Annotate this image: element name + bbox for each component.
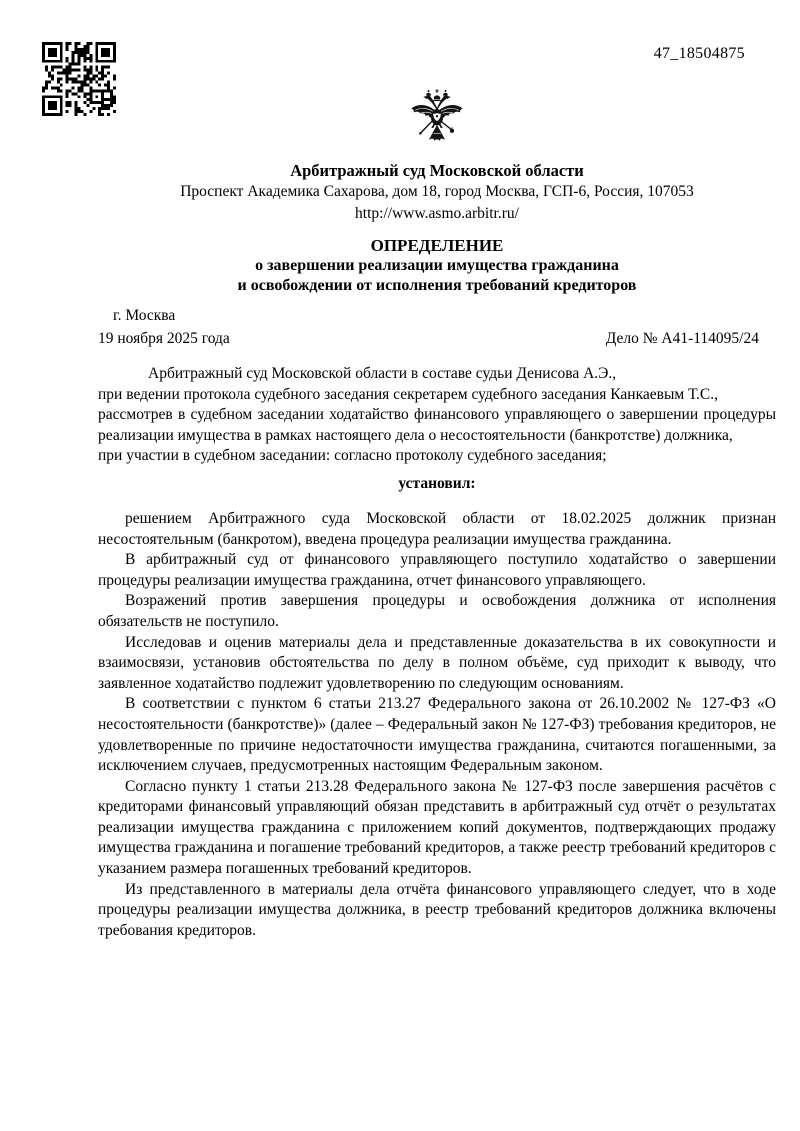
case-review-line: рассмотрев в судебном заседании ходатайство финансового управляющего о завершении процедуры реализации имущества в рамках настоящего дела о несостоятельности (банкротстве) должника, <box>98 406 776 444</box>
participants-line: при участии в судебном заседании: согласно протоколу судебного заседания; <box>98 447 607 465</box>
court-address: Проспект Академика Сахарова, дом 18, город Москва, ГСП-6, Россия, 107053 <box>180 183 694 200</box>
document-content <box>98 0 776 941</box>
ruling-paragraph: Исследовав и оценив материалы дела и представленные доказательства в их совокупности и взаимосвязи, установив обстоятельства по делу в полном объёме, суд приходит к выводу, что заявленное ходатайство подлежит удовлетворению по следующим основаниям. <box>98 633 776 692</box>
coat-of-arms-icon <box>408 88 466 158</box>
city: г. Москва <box>113 307 176 324</box>
ruling-paragraph: Из представленного в материалы дела отчёта финансового управляющего следует, что в ходе процедуры реализации имущества должника, в реестр требований кредиторов должника включены требования кредиторов. <box>98 880 776 939</box>
judge-line: Арбитражный суд Московской области в составе судьи Денисова А.Э., <box>148 365 617 382</box>
case-number: Дело № А41-114095/24 <box>605 330 759 347</box>
ruling-body <box>98 509 776 941</box>
court-website: http://www.asmo.arbitr.ru/ <box>355 205 519 222</box>
ruling-heading: установил: <box>398 474 476 492</box>
order-subtitle-2: и освобождении от исполнения требований кредиторов <box>237 277 637 294</box>
court-name: Арбитражный суд Московской области <box>290 161 584 180</box>
ruling-paragraph: В арбитражный суд от финансового управляющего поступило ходатайство о завершении процедуры реализации имущества гражданина, отчет финансового управляющего. <box>98 551 776 589</box>
order-title: ОПРЕДЕЛЕНИЕ <box>370 236 504 255</box>
ruling-paragraph: В соответствии с пунктом 6 статьи 213.27 Федерального закона от 26.10.2002 № 127-ФЗ «О несостоятельности (банкротстве)» (далее – Федеральный закон № 127-ФЗ) требования кредиторов, не удовлетворенные по причине недостаточности имущества гражданина, считаются погашенными, за исключением случаев, предусмотренных настоящим Федеральным законом. <box>98 695 776 775</box>
ruling-paragraph: Согласно пункту 1 статьи 213.28 Федерального закона № 127-ФЗ после завершения расчётов с кредиторами финансовый управляющий обязан представить в арбитражный суд отчёт о результатах реализации имущества гражданина с приложением копий документов, подтверждающих продажу имущества гражданина и погашение требований кредиторов, а также реестр требований кредиторов с указанием размера погашенных требований кредиторов. <box>98 777 776 878</box>
date-row <box>98 328 776 349</box>
clerk-line: при ведении протокола судебного заседания секретарем судебного заседания Канкаевым Т.С., <box>98 385 718 403</box>
document-number: 47_18504875 <box>653 45 745 62</box>
ruling-paragraph: Возражений против завершения процедуры и освобождения должника от исполнения обязательств не поступило. <box>98 592 776 630</box>
ruling-paragraph: решением Арбитражного суда Московской области от 18.02.2025 должник признан несостоятельным (банкротом), введена процедура реализации имущества гражданина. <box>98 509 776 548</box>
case-meta <box>98 305 776 349</box>
order-title-block <box>98 235 776 296</box>
order-subtitle-1: о завершении реализации имущества гражданина <box>255 257 619 274</box>
court-composition <box>98 364 776 467</box>
hearing-date: 19 ноября 2025 года <box>98 330 230 347</box>
